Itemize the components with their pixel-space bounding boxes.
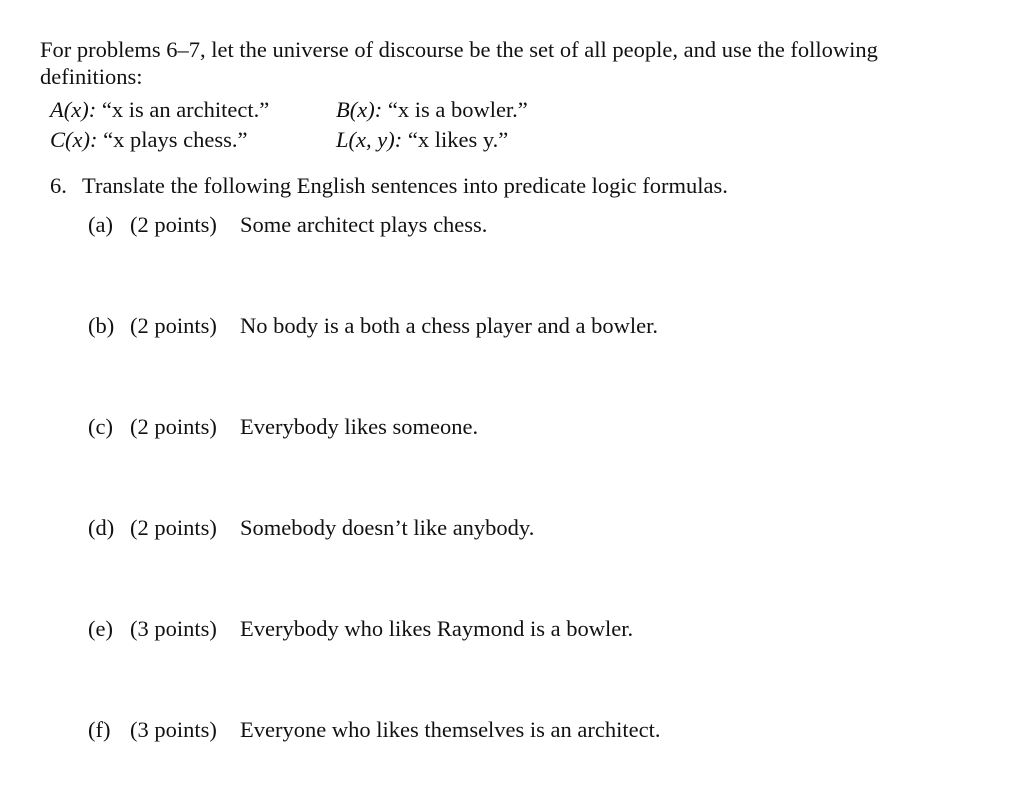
part-label: (b) [88,313,115,338]
problem-number: 6. [50,173,67,198]
predicate: L(x, y): [336,127,403,152]
predicate-description: “x is a bowler.” [387,97,528,122]
part-points: (2 points) [130,414,217,439]
part-label: (e) [88,616,113,641]
part-points: (3 points) [130,616,217,641]
part-label: (f) [88,717,111,742]
definition-b [336,98,528,122]
definition-c [50,128,247,152]
predicate-description: “x is an architect.” [101,97,270,122]
part-points: (2 points) [130,212,217,237]
definition-l [336,128,508,152]
part-points: (2 points) [130,313,217,338]
intro-line-1: For problems 6–7, let the universe of discourse be the set of all people, and use the following [40,37,878,62]
part-label: (d) [88,515,115,540]
part-text: Somebody doesn’t like anybody. [240,515,535,540]
part-text: Some architect plays chess. [240,212,488,237]
problem-prompt: Translate the following English sentences into predicate logic formulas. [82,173,728,198]
part-text: Everybody who likes Raymond is a bowler. [240,616,634,641]
part-label: (a) [88,212,113,237]
part-points: (2 points) [130,515,217,540]
predicate-description: “x likes y.” [407,127,509,152]
part-points: (3 points) [130,717,217,742]
part-label: (c) [88,414,113,439]
predicate-description: “x plays chess.” [103,127,248,152]
part-text: Everybody likes someone. [240,414,479,439]
predicate: B(x): [336,97,383,122]
predicate: C(x): [50,127,98,152]
intro-line-2: definitions: [40,64,143,89]
part-text: Everyone who likes themselves is an architect. [240,717,661,742]
definition-a [50,98,269,122]
part-text: No body is a both a chess player and a bowler. [240,313,659,338]
predicate: A(x): [50,97,97,122]
